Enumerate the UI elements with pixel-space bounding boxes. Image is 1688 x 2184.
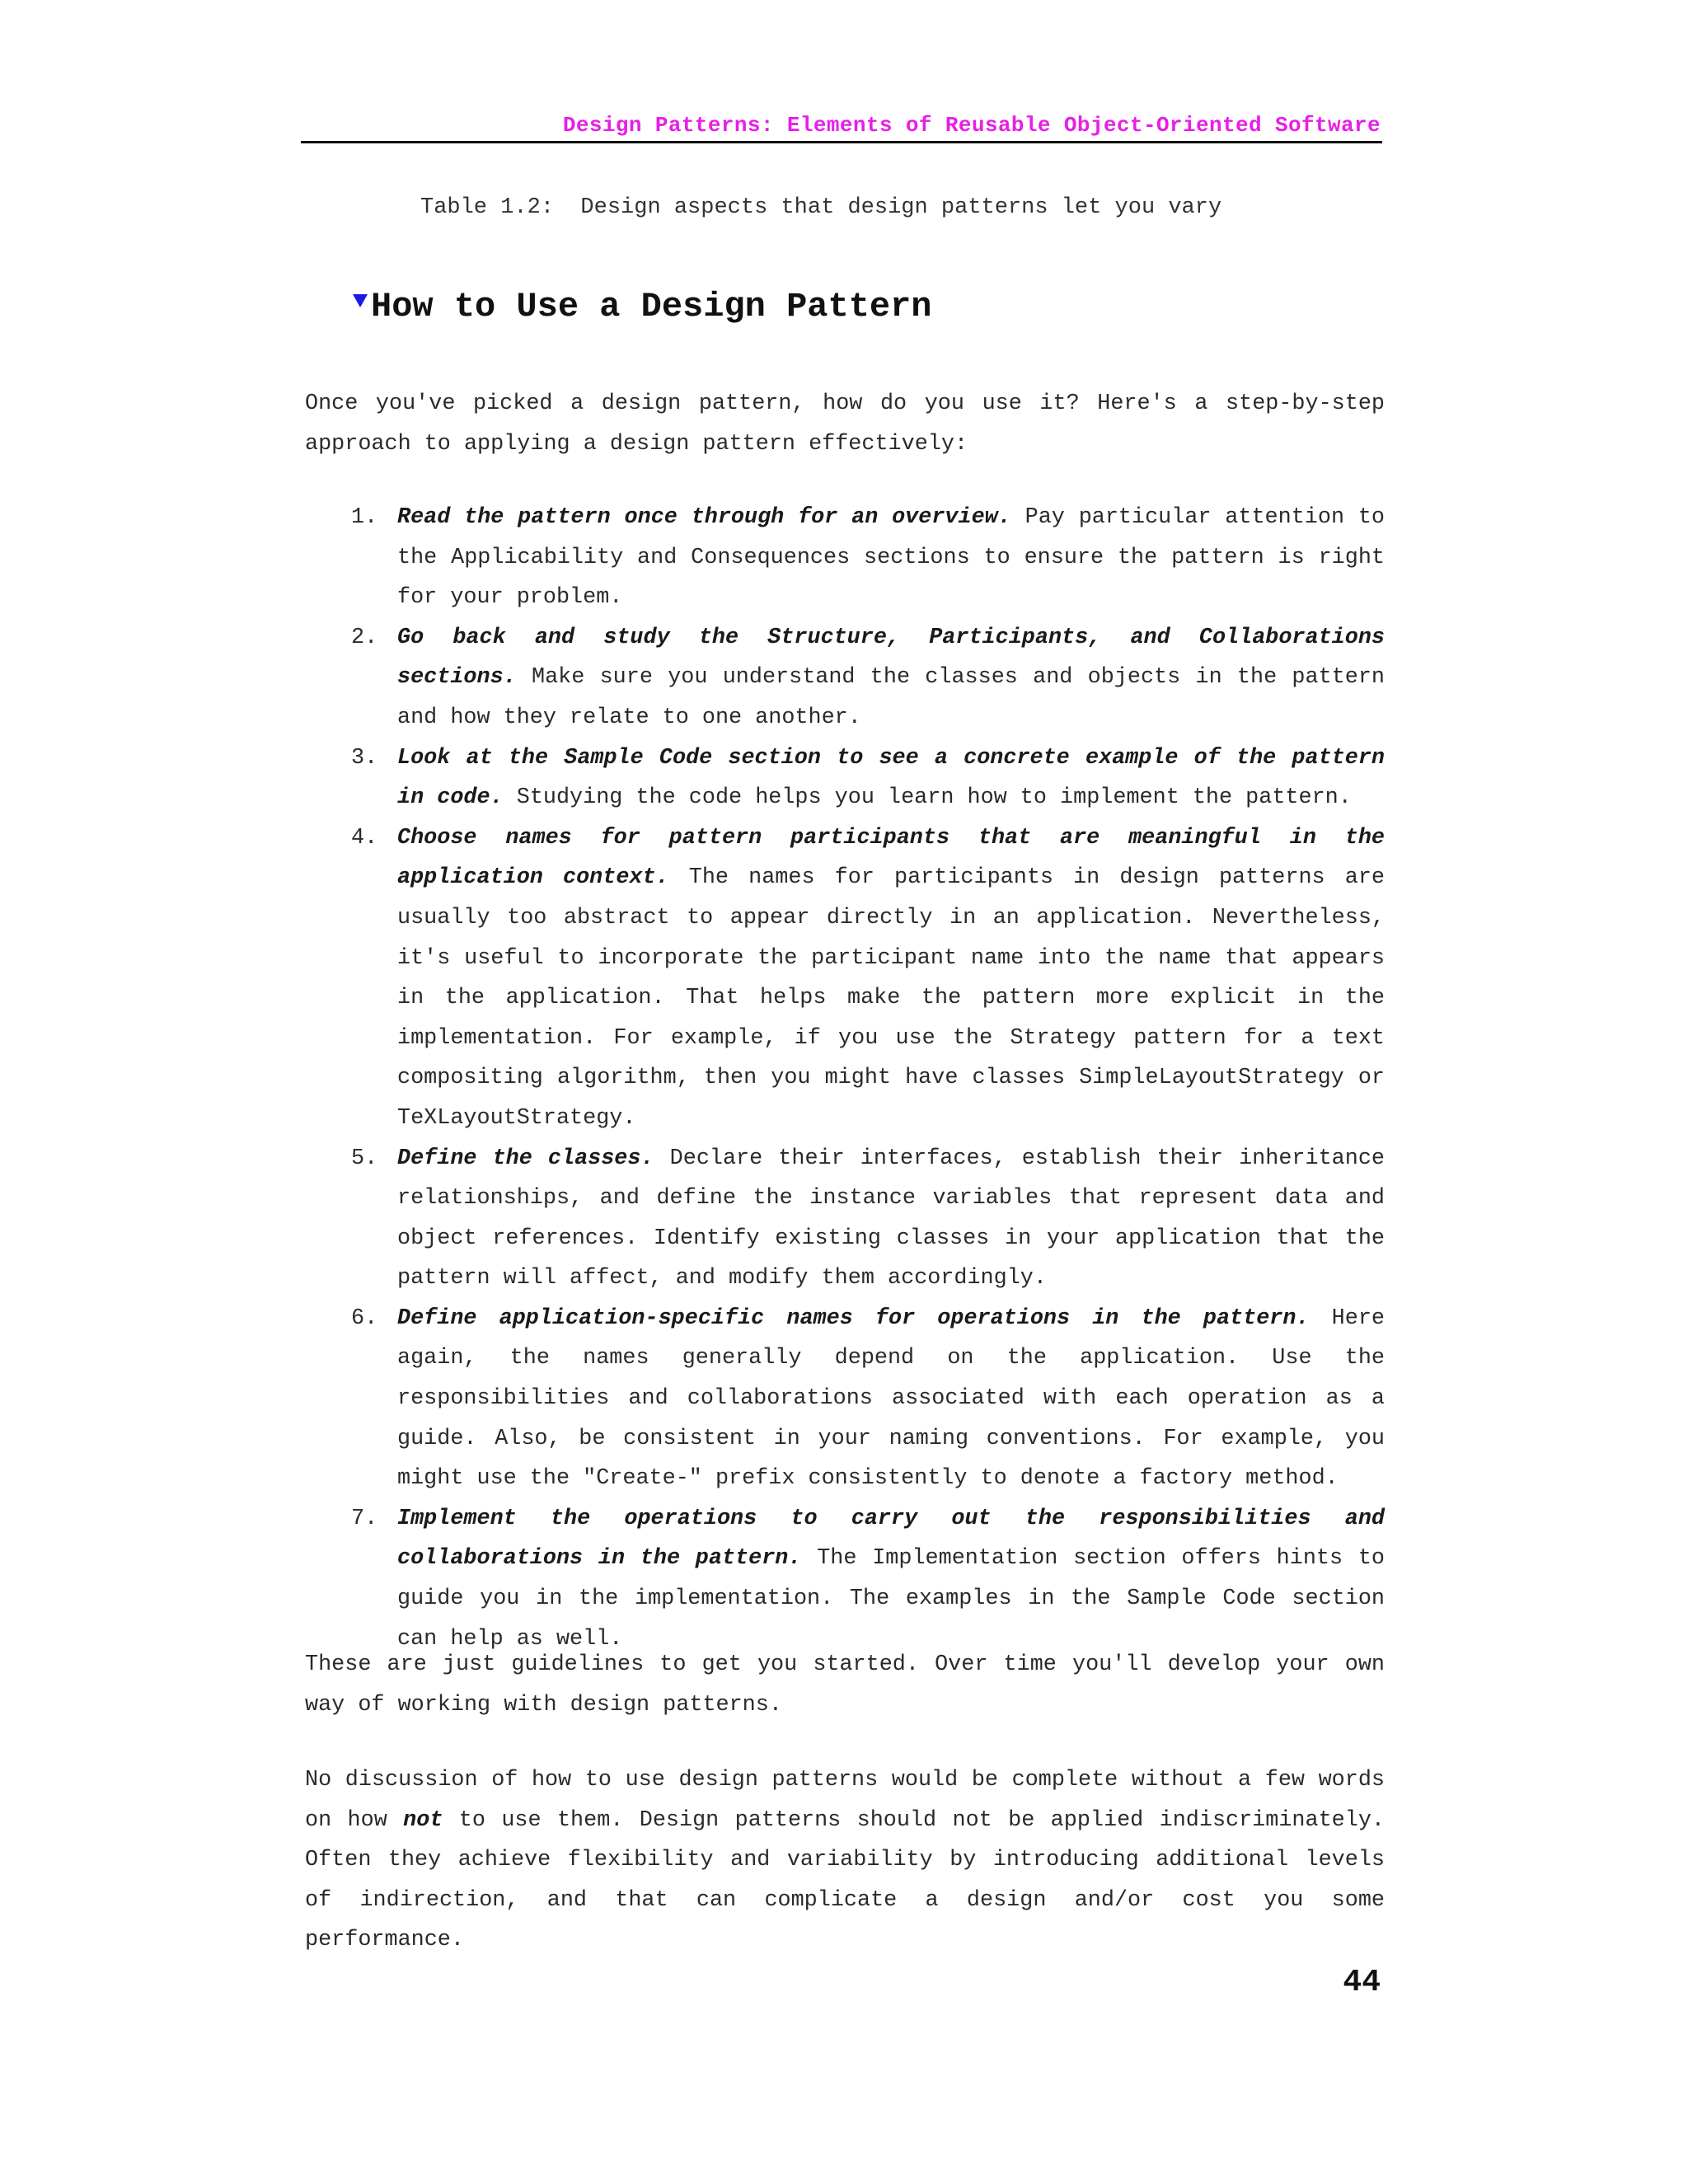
step-lead: Define the classes.: [397, 1146, 654, 1171]
step-number: 3.: [351, 745, 378, 771]
intro-paragraph: Once you've picked a design pattern, how do you use it? Here's a step-by-step approach to applying a design pattern effectively:: [305, 391, 1385, 457]
step-number: 1.: [351, 505, 378, 530]
step-text: The Implementation section offers hints to guide you in the implementation. The examples in the Sample Code section can help as well.: [397, 1546, 1385, 1652]
step-lead: Read the pattern once through for an overview.: [397, 505, 1011, 530]
step-number: 7.: [351, 1506, 378, 1531]
step-number: 5.: [351, 1146, 378, 1171]
step-lead: Go back and study the Structure, Participants, and Collaborations sections.: [397, 625, 1385, 691]
page-number: 44: [1343, 1965, 1381, 2000]
guidelines-paragraph: These are just guidelines to get you started. Over time you'll develop your own way of working with design patterns.: [305, 1652, 1385, 1718]
closing-paragraph: [305, 1760, 1385, 1961]
header-rule: [301, 141, 1382, 143]
running-header-title: Design Patterns: Elements of Reusable Object-Oriented Software: [562, 113, 1381, 138]
step-item: [305, 498, 1385, 618]
step-number: 4.: [351, 825, 378, 851]
steps-list: [305, 498, 1385, 1659]
step-lead: Choose names for pattern participants that are meaningful in the application context.: [397, 825, 1385, 891]
closing-text-after: to use them. Design patterns should not be applied indiscriminately. Often they achieve flexibility and variability by introducing additional levels of indirection, and that can complicate a design and/or cost you some performance.: [305, 1807, 1385, 1953]
step-item: [305, 818, 1385, 1139]
closing-text-before: No discussion of how to use design patterns would be complete without a few words on how: [305, 1768, 1385, 1833]
step-item: [305, 1499, 1385, 1659]
step-text: Pay particular attention to the Applicability and Consequences sections to ensure the pattern is right for your problem.: [397, 505, 1386, 611]
closing-emphasis: not: [403, 1807, 443, 1833]
step-lead: Define application-specific names for operations in the pattern.: [397, 1305, 1310, 1331]
down-triangle-icon[interactable]: [353, 294, 368, 307]
step-item: [305, 618, 1385, 738]
step-lead: Look at the Sample Code section to see a concrete example of the pattern in code.: [397, 745, 1385, 811]
table-caption: Table 1.2: Design aspects that design patterns let you vary: [420, 195, 1222, 220]
step-item: [305, 738, 1385, 818]
section-heading: [353, 284, 932, 330]
step-number: 2.: [351, 625, 378, 650]
step-number: 6.: [351, 1305, 378, 1331]
step-item: [305, 1139, 1385, 1299]
step-lead: Implement the operations to carry out the responsibilities and collaborations in the pattern.: [397, 1506, 1385, 1572]
step-text: The names for participants in design patterns are usually too abstract to appear directly in an application. Nevertheless, it's useful to incorporate the participant name into the name that appears in the application. That helps make the pattern more explicit in the implementation. For example, if you use the Strategy pattern for a text compositing algorithm, then you might have classes SimpleLayoutStrategy or TeXLayoutStrategy.: [397, 865, 1385, 1131]
step-text: Studying the code helps you learn how to implement the pattern.: [503, 785, 1352, 811]
step-text: Declare their interfaces, establish their inheritance relationships, and define the instance variables that represent data and object references. Identify existing classes in your application that the pattern will affect, and modify them accordingly.: [397, 1146, 1385, 1291]
section-heading-text: How to Use a Design Pattern: [371, 287, 932, 326]
step-text: Make sure you understand the classes and objects in the pattern and how they relate to one another.: [397, 665, 1385, 730]
step-item: [305, 1299, 1385, 1499]
step-text: Here again, the names generally depend on the application. Use the responsibilities and collaborations associated with each operation as a guide. Also, be consistent in your naming conventions. For example, you might use the "Create-" prefix consistently to denote a factory method.: [397, 1305, 1386, 1492]
